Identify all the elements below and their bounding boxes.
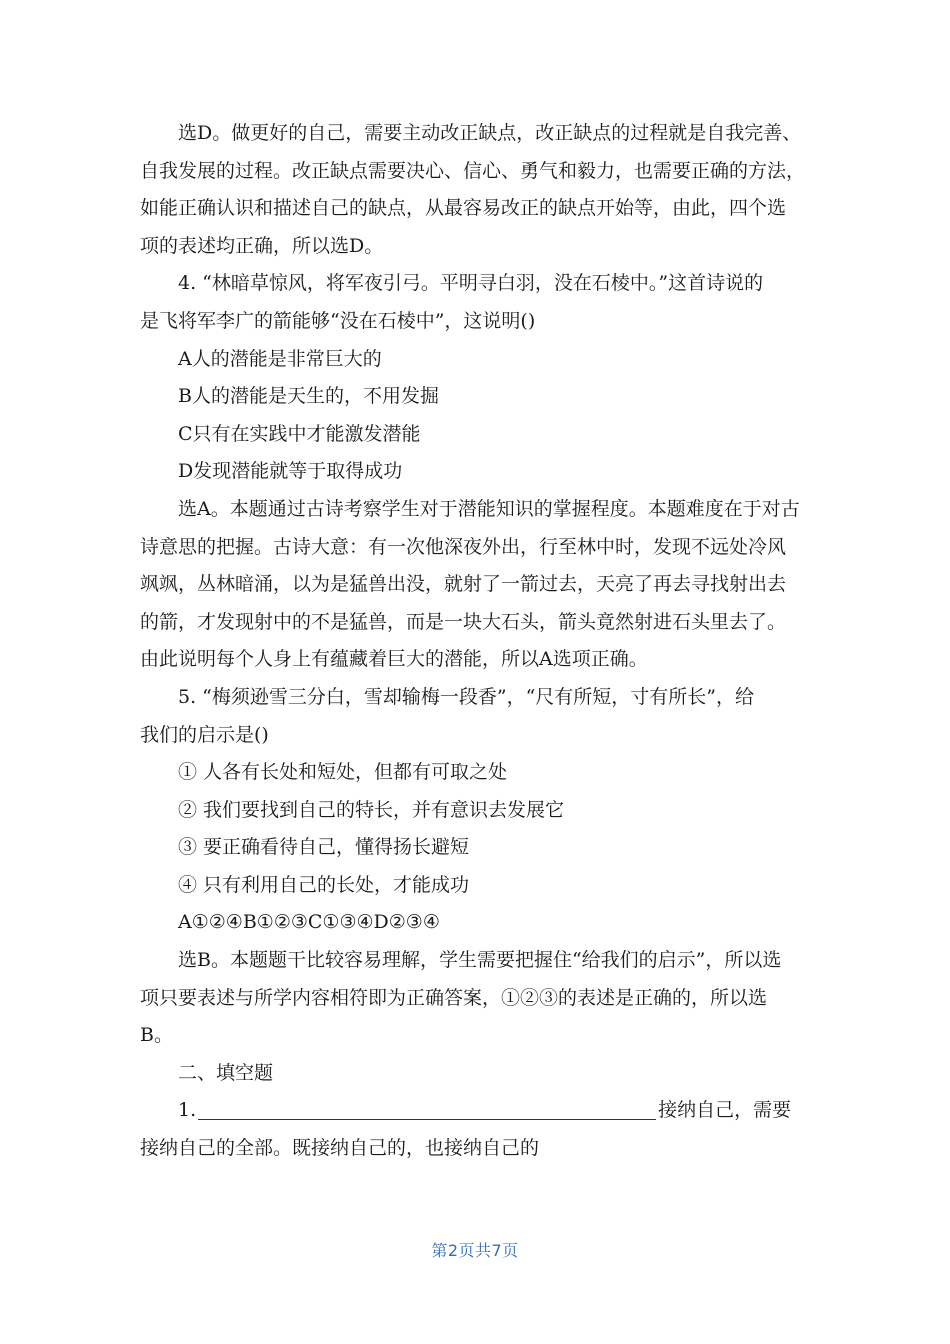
option-b: B人的潜能是天生的，不用发掘 — [178, 385, 439, 408]
question-4-stem: 4. “林暗草惊风，将军夜引弓。平明寻白羽，没在石棱中。”这首诗说的 — [178, 272, 764, 295]
answer-5: 选B。本题题干比较容易理解，学生需要把握住“给我们的启示”，所以选 — [178, 949, 782, 972]
option-d: D发现潜能就等于取得成功 — [178, 460, 403, 483]
statement-2: ② 我们要找到自己的特长，并有意识去发展它 — [178, 798, 565, 821]
question-5-stem-cont: 我们的启示是() — [140, 723, 269, 746]
answer-5-line: 项只要表述与所学内容相符即为正确答案，①②③的表述是正确的，所以选 — [140, 986, 768, 1009]
page-number-footer: 第2页共7页 — [431, 1241, 519, 1260]
question-4-stem-cont: 是飞将军李广的箭能够“没在石棱中”，这说明() — [140, 309, 536, 332]
question-5-stem: 5. “梅须逊雪三分白，雪却输梅一段香”，“尺有所短，寸有所长”，给 — [178, 685, 755, 708]
answer-4-line: 的箭，才发现射中的不是猛兽，而是一块大石头，箭头竟然射进石头里去了。 — [140, 610, 787, 633]
document-body — [140, 115, 810, 1168]
answer-4-line: 诗意思的把握。古诗大意：有一次他深夜外出，行至林中时，发现不远处冷风 — [140, 535, 787, 558]
fill-blank-line — [198, 1118, 656, 1120]
question-5-options: A①②④B①②③C①③④D②③④ — [178, 911, 440, 934]
answer-5-line: B。 — [140, 1024, 173, 1047]
statement-1: ① 人各有长处和短处，但都有可取之处 — [178, 761, 508, 784]
fill-blank-question-1 — [140, 1092, 810, 1130]
fill-blank-after-text: 接纳自己，需要 — [658, 1099, 792, 1122]
fill-blank-number: 1. — [178, 1099, 197, 1122]
paragraph-line: 自我发展的过程。改正缺点需要决心、信心、勇气和毅力，也需要正确的方法， — [140, 159, 806, 182]
fill-blank-question-1-cont: 接纳自己的全部。既接纳自己的，也接纳自己的 — [140, 1137, 540, 1160]
option-a: A人的潜能是非常巨大的 — [178, 347, 382, 370]
statement-4: ④ 只有利用自己的长处，才能成功 — [178, 873, 470, 896]
paragraph-line: 项的表述均正确，所以选D。 — [140, 234, 384, 257]
paragraph-line: 如能正确认识和描述自己的缺点，从最容易改正的缺点开始等，由此，四个选 — [140, 197, 787, 220]
answer-4-line: 由此说明每个人身上有蕴藏着巨大的潜能，所以A选项正确。 — [140, 648, 648, 671]
answer-4-line: 飒飒，丛林暗涌，以为是猛兽出没，就射了一箭过去，天亮了再去寻找射出去 — [140, 573, 787, 596]
answer-4: 选A。本题通过古诗考察学生对于潜能知识的掌握程度。本题难度在于对古 — [178, 497, 800, 520]
option-c: C只有在实践中才能激发潜能 — [178, 422, 421, 445]
statement-3: ③ 要正确看待自己，懂得扬长避短 — [178, 836, 470, 859]
section-heading: 二、填空题 — [178, 1061, 274, 1084]
paragraph-line: 选D。做更好的自己，需要主动改正缺点，改正缺点的过程就是自我完善、 — [178, 122, 802, 144]
